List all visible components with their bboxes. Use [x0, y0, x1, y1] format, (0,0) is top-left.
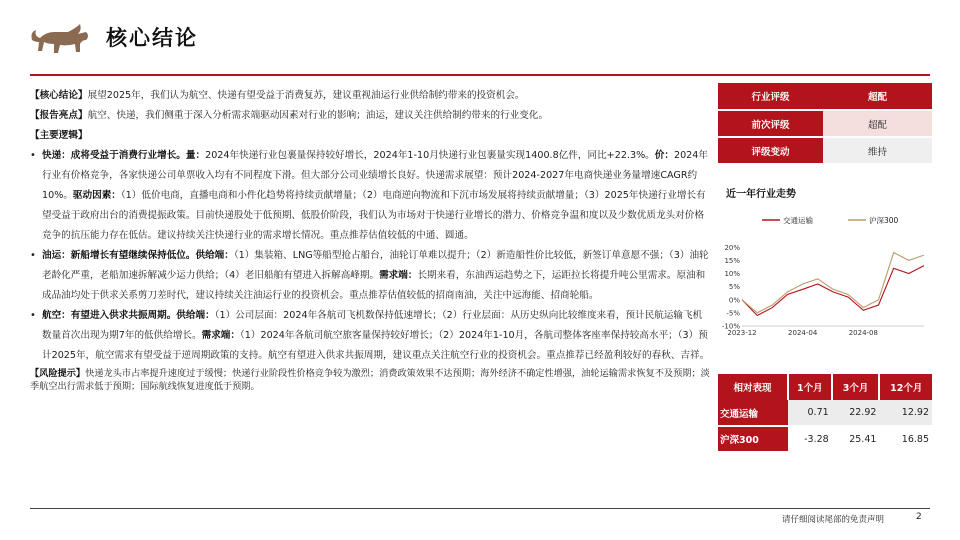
perf-header-row	[718, 374, 932, 400]
rating-value: 维持	[823, 137, 932, 164]
y-tick-label: 20%	[724, 243, 740, 252]
trend-chart	[718, 204, 932, 344]
logic-bullet-item	[30, 246, 710, 306]
x-tick-label: 2024-08	[848, 329, 878, 337]
bullet-text: （1）2024年各航司航空旅客量保持较好增长；（2）2024年1-10月，各航司整体客座率保持较高水平；（3）预计2025年，航空需求有望受益于逆周期政策的支持。航空有望进入供求共振周期，建议重点关注航空行业的投资机会。重点推荐已经盈利较好的春秋、吉祥。	[42, 330, 710, 361]
legend-label: 交通运输	[783, 216, 813, 225]
bullet-text: 2024年行业有价格竞争，各家快递公司单票收入均有不同程度下滑。但大部分公司业绩增长良好。快递需求展望：预计2024-2027年电商快递业务量增速CAGR约10%。	[42, 150, 708, 201]
bullet-text: 2024年快递行业包裹量保持较好增长，2024年1-10月快递行业包裹量实现1400.8亿件，同比+22.3%。	[205, 150, 655, 161]
bullet-text: （1）集装箱、LNG等船型抢占船台，油轮订单难以提升；（2）新造船性价比较低，新签订单意愿不强；（3）油轮老龄化严重，老船加速拆解减少运力供给；（4）老旧船舶有望进入拆解高峰期。	[42, 250, 709, 281]
y-tick-label: 0%	[728, 296, 740, 305]
y-tick-label: 10%	[724, 270, 740, 278]
bullet-heading: 需求端：	[201, 330, 240, 341]
highlight-paragraph	[30, 106, 710, 126]
logic-tag: 【主要逻辑】	[30, 130, 88, 141]
rating-row	[718, 137, 932, 164]
header	[0, 0, 960, 78]
x-tick-label: 2024-04	[788, 329, 818, 337]
y-tick-label: -10%	[721, 322, 740, 331]
footer-divider	[30, 508, 930, 509]
risk-tag: 【风险提示】	[30, 368, 86, 379]
bullet-heading: 驱动因素：	[72, 190, 121, 201]
highlight-text: 航空、快递，我们侧重于深入分析需求端驱动因素对行业的影响；油运，建议关注供给制约带来的行业变化。	[87, 110, 549, 121]
risk-text: 快递龙头市占率提升速度过于缓慢；快递行业阶段性价格竞争较为激烈；消费政策效果不达预期；海外经济不确定性增强，油轮运输需求恢复不及预期；淡季航空出行需求低于预期；国际航线恢复进度低于预期。	[30, 368, 710, 392]
bullet-heading: 快递：成将受益于消费行业增长。量：	[42, 150, 206, 161]
bullet-heading: 需求端：	[379, 270, 418, 281]
rating-row	[718, 110, 932, 137]
perf-header-cell: 1个月	[788, 374, 832, 400]
bullet-text: （1）低价电商，直播电商和小件化趋势将持续贡献增量；（2）电商逆向物流和下沉市场发展将持续贡献增量；（3）2025年快递行业增长有望受益于政府出台的消费提振政策。目前快递股处于低预期、低股价阶段，我们认为市场对于快递行业增长的潜力、价格竞争温和度以及少数优质龙头对价格竞争的抗压能力存在低估。建议持续关注快递行业的需求增长情况。重点推荐估值较低的中通、圆通。	[42, 190, 706, 241]
perf-value: 22.92	[832, 400, 880, 426]
x-tick-label: 2023-12	[727, 329, 757, 337]
perf-value: 16.85	[879, 426, 932, 452]
rating-key: 评级变动	[718, 137, 823, 164]
perf-row	[718, 426, 932, 452]
rating-value: 超配	[823, 110, 932, 137]
y-tick-label: -5%	[726, 309, 740, 318]
perf-header-cell: 相对表现	[718, 374, 788, 400]
bullet-text: 长期来看，东油西运趋势之下，运距拉长将提升吨公里需求。原油和成品油均处于供求关系剪刀差时代，建议持续关注油运行业的投资机会。重点推荐估值较低的招商南油，关注中远海能、招商轮船。	[42, 270, 706, 301]
rating-key: 前次评级	[718, 110, 823, 137]
perf-header-cell: 12个月	[879, 374, 932, 400]
rating-table	[718, 83, 932, 165]
trend-chart-svg	[718, 204, 932, 344]
main-content	[30, 86, 710, 393]
highlight-tag: 【报告亮点】	[30, 110, 88, 121]
series-line	[742, 253, 924, 313]
bullet-heading: 航空：有望进入供求共振周期。供给端：	[42, 310, 215, 321]
trend-title: 近一年行业走势	[726, 189, 796, 200]
logic-bullet-item	[30, 146, 710, 246]
logic-bullet-item	[30, 306, 710, 366]
logic-bullet-list	[30, 146, 710, 366]
page-title: 核心结论	[106, 25, 198, 50]
bullet-heading: 价：	[654, 150, 674, 161]
perf-header-cell: 3个月	[832, 374, 880, 400]
page-number: 2	[916, 512, 922, 522]
perf-row-name: 交通运输	[718, 400, 788, 426]
y-tick-label: 5%	[728, 283, 740, 292]
risk-paragraph	[30, 367, 710, 393]
y-tick-label: 15%	[724, 256, 740, 265]
perf-row-name: 沪深300	[718, 426, 788, 452]
conclusion-paragraph	[30, 86, 710, 106]
perf-row	[718, 400, 932, 426]
disclaimer-note: 请仔细阅读尾部的免责声明	[782, 515, 885, 525]
bull-logo-icon	[28, 18, 98, 58]
conclusion-text: 展望2025年，我们认为航空、快递有望受益于消费复苏，建议重视油运行业供给制约带来的投资机会。	[87, 90, 525, 101]
performance-table	[718, 374, 932, 453]
perf-value: -3.28	[788, 426, 832, 452]
rating-value: 超配	[823, 83, 932, 110]
legend-label: 沪深300	[869, 216, 899, 225]
perf-value: 25.41	[832, 426, 880, 452]
header-divider	[30, 74, 930, 76]
rating-row	[718, 83, 932, 110]
conclusion-tag: 【核心结论】	[30, 90, 88, 101]
perf-value: 12.92	[879, 400, 932, 426]
series-line	[742, 266, 924, 316]
bullet-text: （1）公司层面：2024年各航司飞机数保持低速增长；（2）行业层面：从历史纵向比较维度来看，预计民航运输飞机数量首次出现为期7年的低供给增长。	[42, 310, 703, 341]
rating-key: 行业评级	[718, 83, 823, 110]
perf-value: 0.71	[788, 400, 832, 426]
bullet-heading: 油运：新船增长有望继续保持低位。供给端：	[42, 250, 234, 261]
